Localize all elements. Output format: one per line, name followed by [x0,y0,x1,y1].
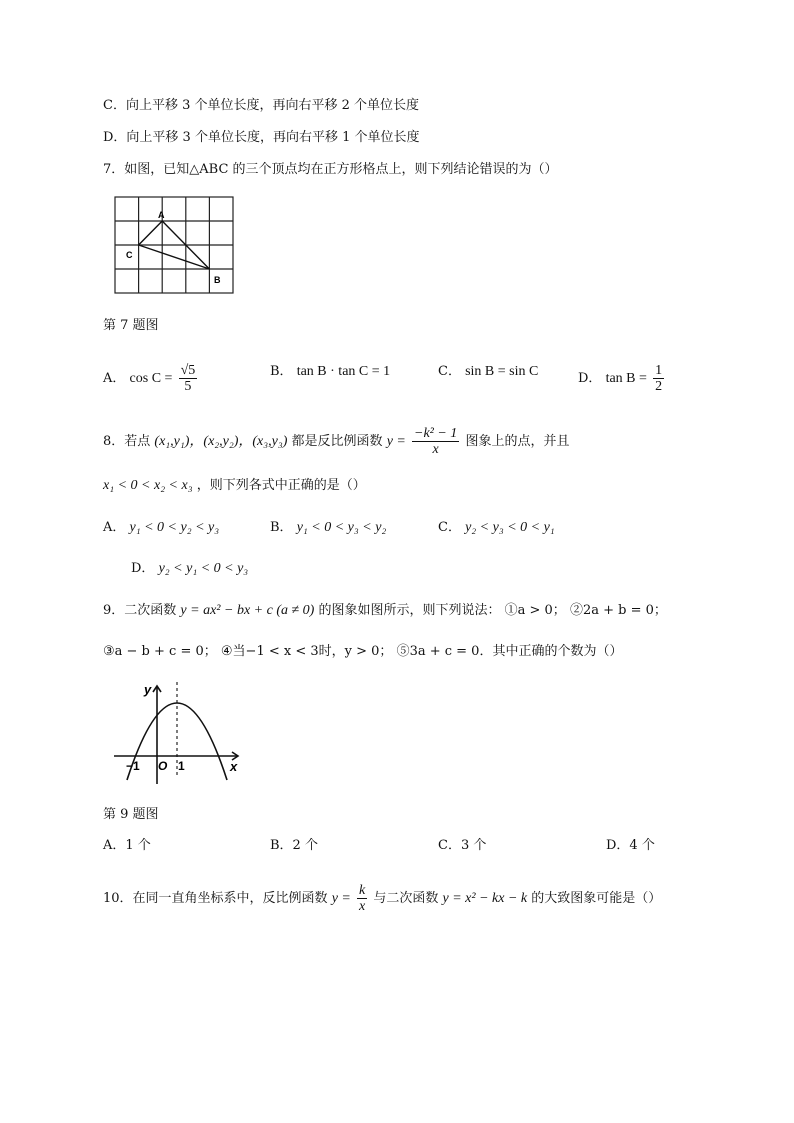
q9-parabola-figure [110,678,250,788]
q8-condition-line [103,477,366,495]
q9-axis-y-label: y [144,682,152,697]
q7-option-a-num: √5 [180,363,196,378]
q6-option-d: D．向上平移 3 个单位长度，再向右平移 1 个单位长度 [103,130,420,145]
q7-option-d-num: 1 [655,363,663,378]
q7-option-d-frac [653,363,664,394]
q9-stem-line2 [103,643,622,661]
q9-option-a: A．1 个 [103,838,151,853]
q7-option-c [438,363,538,381]
q10-stem-mid: 与二次函数 [373,891,439,906]
q8-func-frac [412,426,459,457]
q9-func: y = ax² − bx + c (a ≠ 0) [180,603,315,618]
q8-option-a [103,519,219,537]
q9-axis-x-label: x [230,759,238,774]
q7-vertex-c: C [126,250,133,260]
q10-func1-num: k [359,883,366,898]
q7-caption: 第 7 题图 [103,318,159,333]
q9-statement-2: ②2a + b = 0； [569,603,667,618]
q8-option-b-label: B． [270,520,293,535]
q9-statement-3: ③a − b + c = 0； [103,644,217,659]
q9-tick-neg1: −1 [126,759,140,773]
q7-stem: 7．如图，已知△ABC 的三个顶点均在正方形格点上，则下列结论错误的为（） [103,162,558,177]
q7-grid-figure [112,194,238,298]
q9-option-c: C．3 个 [438,838,487,853]
q8-condition: x₁ < 0 < x₂ < x₃ [103,478,193,493]
q8-stem-suffix: 图象上的点，并且 [465,434,570,449]
q9-origin: O [158,759,168,773]
q9-stem-mid: 的图象如图所示，则下列说法： [318,603,501,618]
q8-stem-mid: 都是反比例函数 [291,434,383,449]
q7-option-d-expr: tan B = [605,371,647,386]
q7-option-b-label: B． [270,364,293,379]
q7-option-d-label: D． [578,371,602,386]
q6-option-c: C．向上平移 3 个单位长度，再向右平移 2 个单位长度 [103,98,420,113]
q7-vertex-b: B [214,275,221,285]
q9-statement-5: ⑤3a + c = 0．其中正确的个数为（） [396,644,623,659]
q7-option-d [578,363,666,394]
q8-option-d-label: D． [131,561,155,576]
q9-tick-1: 1 [178,759,185,773]
q8-points: (x₁,y₁)，(x₂,y₂)，(x₃,y₃) [154,434,288,449]
q7-option-a-expr: cos C = [129,371,173,386]
q8-option-b-expr: y₁ < 0 < y₃ < y₂ [296,520,387,535]
q8-func-lhs: y = [386,434,406,449]
q8-option-d-expr: y₂ < y₁ < 0 < y₃ [158,561,249,576]
q10-stem-prefix: 10．在同一直角坐标系中，反比例函数 [103,891,328,906]
q10-func1-den: x [359,899,366,914]
q10-func1-lhs: y = [331,891,351,906]
q7-option-a-label: A． [103,371,126,386]
q7-vertex-a: A [158,210,165,220]
q9-stem-prefix: 9．二次函数 [103,603,177,618]
q9-option-d: D．4 个 [606,838,655,853]
q8-option-b [270,519,386,537]
q7-option-b [270,363,390,381]
q7-option-c-label: C． [438,364,461,379]
q10-func2: y = x² − kx − k [442,891,528,906]
q7-option-c-expr: sin B = sin C [465,364,539,379]
q8-condition-suffix: ，则下列各式中正确的是（） [196,478,366,493]
q8-stem-prefix: 8．若点 [103,434,151,449]
q9-caption: 第 9 题图 [103,807,159,822]
q8-option-a-expr: y₁ < 0 < y₂ < y₃ [129,520,220,535]
q10-stem-suffix: 的大致图象可能是（） [531,891,662,906]
q8-stem [103,426,569,457]
q7-option-b-expr: tan B · tan C = 1 [296,364,391,379]
q8-option-c [438,519,555,537]
q9-stem-line1 [103,602,667,620]
q10-stem [103,883,661,914]
q9-option-b: B．2 个 [270,838,318,853]
q7-option-a-den: 5 [184,379,192,394]
q8-option-c-expr: y₂ < y₃ < 0 < y₁ [465,520,555,535]
q8-func-num: −k² − 1 [414,426,458,441]
q7-option-a-frac [179,363,198,394]
q7-option-d-den: 2 [655,379,663,394]
q8-option-d [131,560,248,578]
q8-option-a-label: A． [103,520,126,535]
q10-func1-frac [357,883,367,914]
q7-option-a [103,363,199,394]
q8-func-den: x [432,442,439,457]
q8-option-c-label: C． [438,520,461,535]
q9-statement-4: ④当−1 < x < 3时，y > 0； [220,644,393,659]
q9-statement-1: ①a > 0； [504,603,566,618]
